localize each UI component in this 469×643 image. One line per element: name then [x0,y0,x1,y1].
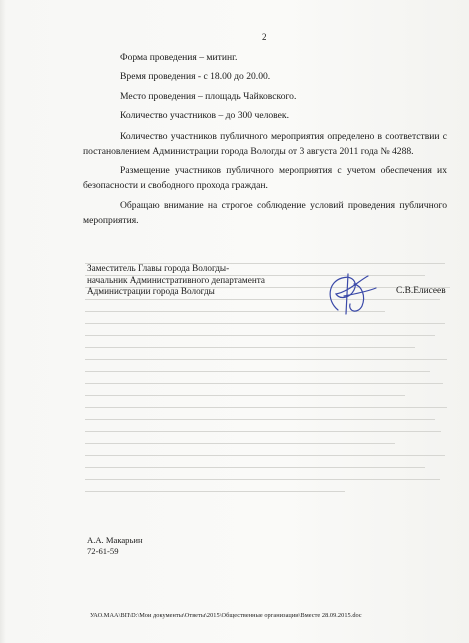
event-form-line: Форма проведения – митинг. [120,52,238,63]
page-number: 2 [262,32,267,42]
participants-count-line: Количество участников – до 300 человек. [120,110,289,121]
executor-phone: 72-61-59 [87,546,119,556]
file-path-footer: УАО.МАА\ВП\D:\Мои документы\Ответы\2015\Общественные организации\Вместе 28.09.2015.doc [90,612,362,619]
signatory-title-line-3: Администрации города Вологды [87,286,215,296]
executor-info [87,535,143,557]
handwritten-signature [318,270,380,320]
executor-name: А.А. Макарьин [87,535,143,545]
event-place-line: Место проведения – площадь Чайковского. [120,91,297,102]
paragraph-participants-basis: Количество участников публичного мероприятия определено в соответствии с постановлением Администрации города Вологды от 3 августа 2011 года № 4288. [83,131,447,157]
signatory-title-line-2: начальник Административного департамента [87,274,265,285]
signatory-title-line-1: Заместитель Главы города Вологды- [87,263,230,273]
signatory-name: С.В.Елисеев [396,286,446,296]
paragraph-attention: Обращаю внимание на строгое соблюдение условий проведения публичного мероприятия. [83,200,447,226]
event-time-line: Время проведения - с 18.00 до 20.00. [120,71,271,82]
paragraph-placement: Размещение участников публичного мероприятия с учетом обеспечения их безопасности и свободного прохода граждан. [83,165,447,191]
signatory-title [87,263,265,298]
